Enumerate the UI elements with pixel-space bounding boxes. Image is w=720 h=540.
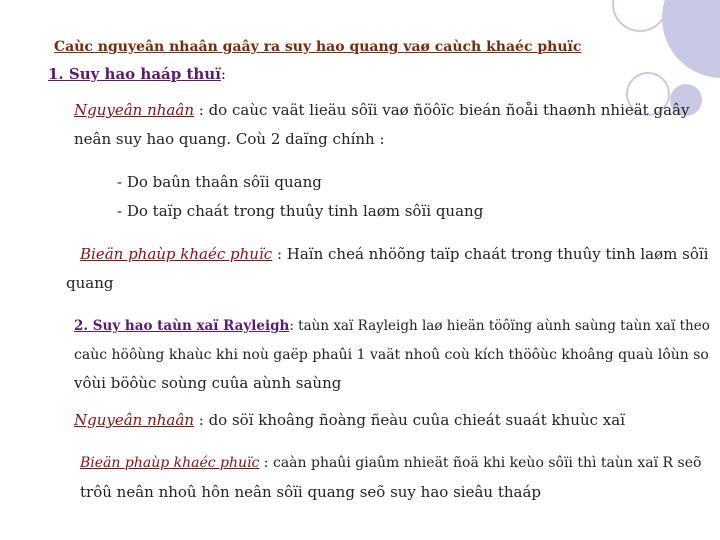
section1-fix-text-1: : Haïn cheá nhöõng taïp chaát trong thuûy tinh laøm sôïi [272,245,709,263]
section1-cause-text-2: neân suy hao quang. Coù 2 daïng chính : [74,130,385,148]
section1-title-line [48,64,226,84]
section1-cause-label: Nguyeân nhaân [74,101,194,119]
section2-fix-text-2: trôû neân nhoû hôn neân sôïi quang seõ suy hao sieâu thaáp [80,483,542,501]
section2-fix-text-1: : caàn phaûi giaûm nhieät ñoä khi keùo sôïi thì taùn xaï R seõ [259,455,702,471]
section1-bullet-2: - Do taïp chaát trong thuûy tinh laøm sôïi quang [117,202,484,220]
section2-cause-line [74,410,625,430]
section2-title-line [74,316,710,336]
section2-fix-line [80,453,701,473]
section1-fix-label: Bieän phaùp khaéc phuïc [80,245,273,263]
section2-title: 2. Suy hao taùn xaï Rayleigh [74,318,290,334]
section2-fix-label: Bieän phaùp khaéc phuïc [80,455,260,471]
section1-fix-line [80,244,708,264]
section1-title-suffix: : [220,65,226,83]
section2-cause-label: Nguyeân nhaân [74,411,194,429]
section1-bullet-1: - Do baûn thaân sôïi quang [117,173,322,191]
slide-heading: Caùc nguyeân nhaân gaây ra suy hao quang vaø caùch khaéc phuïc [54,39,582,55]
section1-cause-text-1: : do caùc vaät lieäu sôïi vaø ñöôïc bieán ñoåi thaønh nhieät gaây [193,101,690,119]
section1-cause-line [74,100,689,120]
section1-title: 1. Suy hao haáp thuï [48,65,221,83]
section2-cause-text: : do söï khoâng ñoàng ñeàu cuûa chieát suaát khuùc xaï [193,411,625,429]
section2-text-2: caùc höôùng khaùc khi noù gaëp phaûi 1 vaät nhoû coù kích thöôùc khoâng quaù lôùn so [74,347,709,363]
section1-fix-text-2: quang [66,274,114,292]
section2-text-1: : taùn xaï Rayleigh laø hieän töôïng aùnh saùng taùn xaï theo [289,318,710,334]
section2-text-3: vôùi böôùc soùng cuûa aùnh saùng [74,374,342,392]
